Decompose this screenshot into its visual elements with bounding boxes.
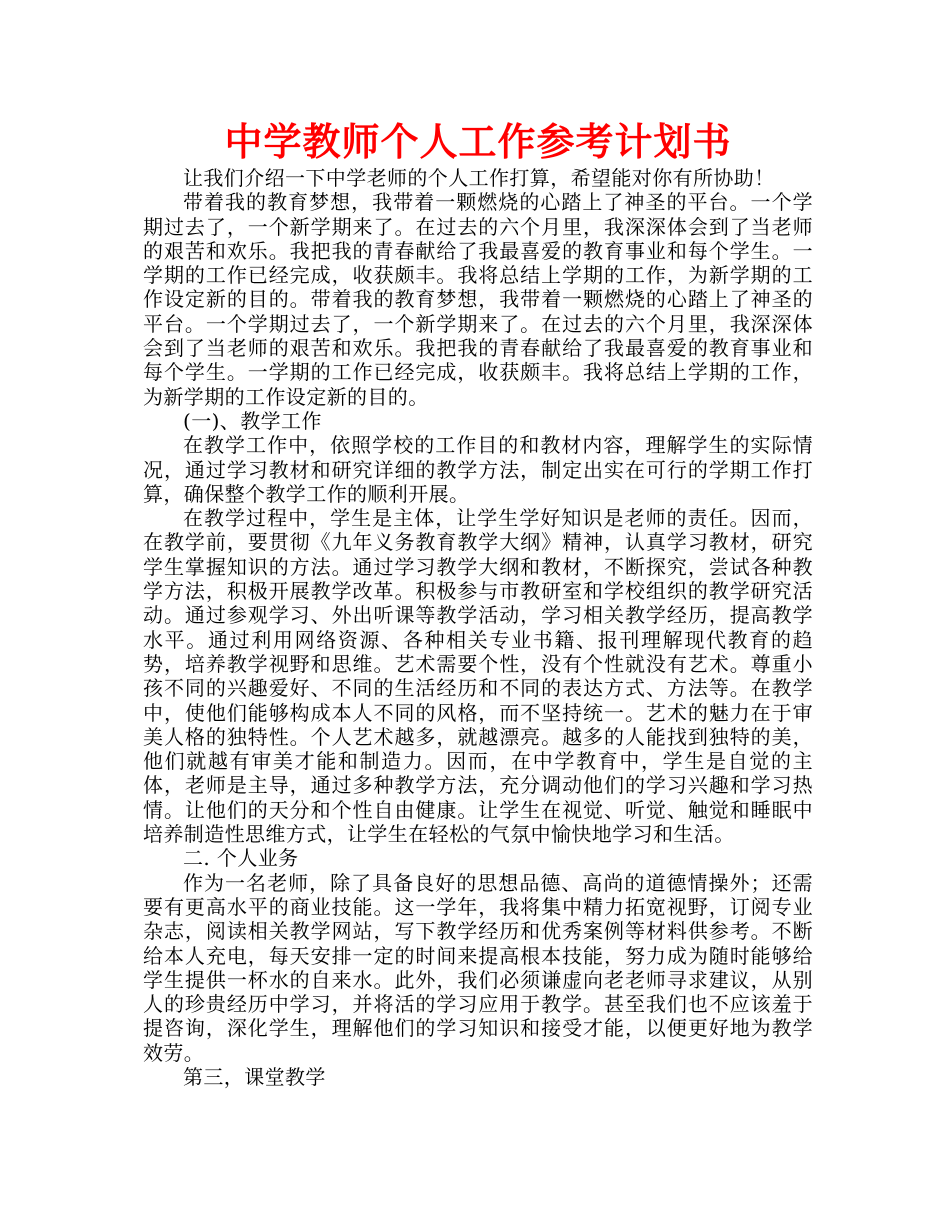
intro-paragraph: 让我们介绍一下中学老师的个人工作打算，希望能对你有所协助！ [183,166,775,190]
body-paragraph: 在教学过程中，学生是主体，让学生学好知识是老师的责任。因而，在教学前，要贯彻《九年义务教育教学大纲》精神，认真学习教材，研究学生掌握知识的方法。通过学习教学大纲和教材，不断探究，尝试各种教学方法，积极开展教学改革。积极参与市教研室和学校组织的教学研究活动。通过参观学习、外出听课等教学活动，学习相关教学经历，提高教学水平。通过利用网络资源、各种相关专业书籍、报刊理解现代教育的趋势，培养教学视野和思维。艺术需要个性，没有个性就没有艺术。尊重小孩不同的兴趣爱好、不同的生活经历和不同的表达方式、方法等。在教学中，使他们能够构成本人不同的风格，而不坚持统一。艺术的魅力在于审美人格的独特性。个人艺术越多，就越漂亮。越多的人能找到独特的美，他们就越有审美才能和制造力。因而，在中学教育中，学生是自觉的主体，老师是主导，通过多种教学方法，充分调动他们的学习兴趣和学习热情。让他们的天分和个性自由健康。让学生在视觉、听觉、触觉和睡眠中培养制造性思维方式，让学生在轻松的气氛中愉快地学习和生活。 [143,506,813,847]
section-heading: 二. 个人业务 [183,846,299,871]
body-paragraph: 作为一名老师，除了具备良好的思想品德、高尚的道德情操外；还需要有更高水平的商业技能。这一学年，我将集中精力拓宽视野，订阅专业杂志，阅读相关教学网站，写下教学经历和优秀案例等材料供参考。不断给本人充电，每天安排一定的时间来提高根本技能，努力成为随时能够给学生提供一杯水的自来水。此外，我们必须谦虚向老老师寻求建议，从别人的珍贵经历中学习，并将活的学习应用于教学。甚至我们也不应该羞于提咨询，深化学生，理解他们的学习知识和接受才能，以便更好地为教学效劳。 [143,870,813,1065]
document-page [143,118,813,1089]
document-title: 中学教师个人工作参考计划书 [224,120,732,164]
document-body [143,166,813,1089]
body-paragraph: 在教学工作中，依照学校的工作目的和教材内容，理解学生的实际情况，通过学习教材和研究详细的教学方法，制定出实在可行的学期工作打算，确保整个教学工作的顺利开展。 [143,433,813,506]
section-heading: 第三，课堂教学 [183,1064,326,1089]
body-paragraph: 带着我的教育梦想，我带着一颗燃烧的心踏上了神圣的平台。一个学期过去了，一个新学期来了。在过去的六个月里，我深深体会到了当老师的艰苦和欢乐。我把我的青春献给了我最喜爱的教育事业和每个学生。一学期的工作已经完成，收获颇丰。我将总结上学期的工作，为新学期的工作设定新的目的。带着我的教育梦想，我带着一颗燃烧的心踏上了神圣的平台。一个学期过去了，一个新学期来了。在过去的六个月里，我深深体会到了当老师的艰苦和欢乐。我把我的青春献给了我最喜爱的教育事业和每个学生。一学期的工作已经完成，收获颇丰。我将总结上学期的工作，为新学期的工作设定新的目的。 [143,190,813,409]
section-heading: (一)、教学工作 [183,408,322,433]
